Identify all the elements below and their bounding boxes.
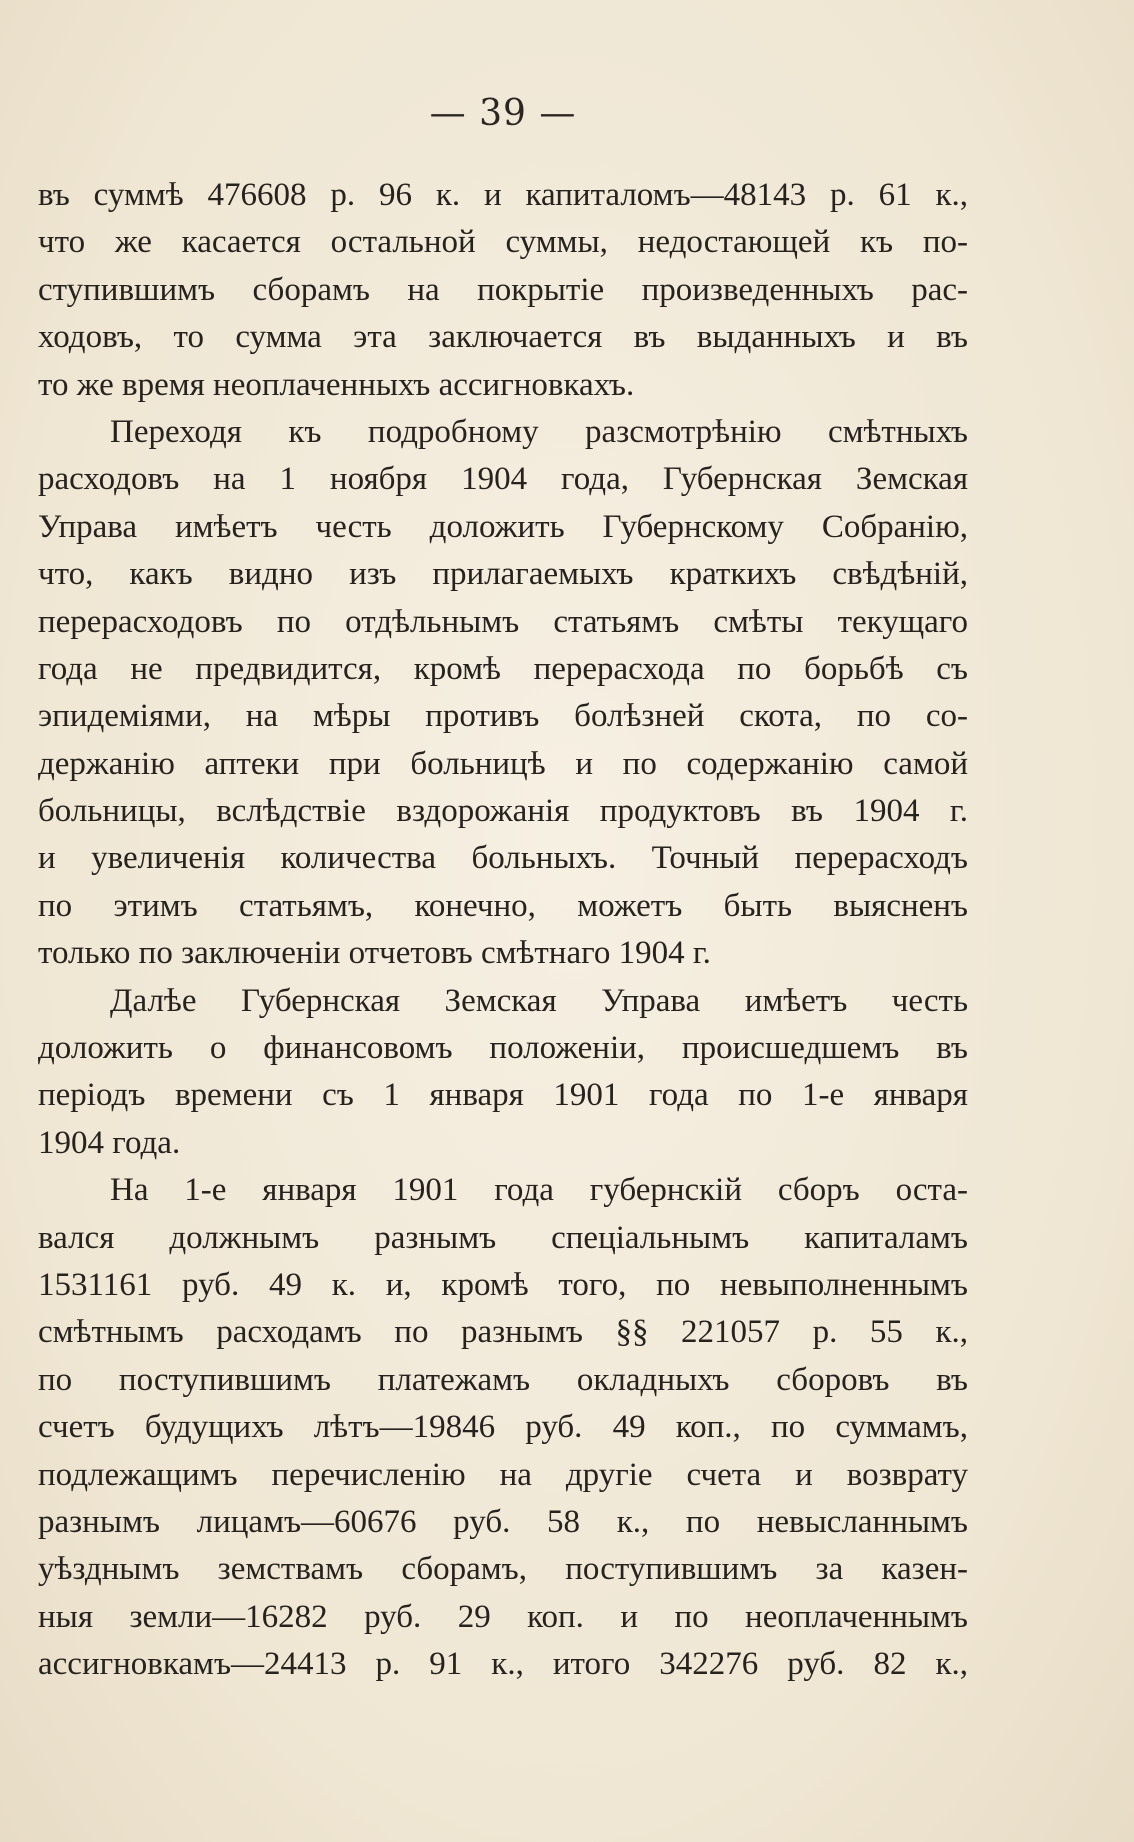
text-line: подлежащимъ перечисленію на другіе счета и возврату <box>38 1456 968 1493</box>
text-line: ходовъ, то сумма эта заключается въ выданныхъ и въ <box>38 319 968 356</box>
text-line: ныя земли—16282 руб. 29 коп. и по неоплаченнымъ <box>38 1598 968 1635</box>
text-line: Далѣе Губернская Земская Управа имѣетъ честь <box>110 982 968 1019</box>
text-line: только по заключеніи отчетовъ смѣтнаго 1904 г. <box>38 935 711 972</box>
text-line: по поступившимъ платежамъ окладныхъ сборовъ въ <box>38 1361 968 1398</box>
text-line: то же время неоплаченныхъ ассигновкахъ. <box>38 366 635 403</box>
text-line: доложить о финансовомъ положеніи, происшедшемъ въ <box>38 1030 968 1067</box>
text-line: 1904 года. <box>38 1124 181 1161</box>
text-line: эпидеміями, на мѣры противъ болѣзней скота, по со- <box>38 698 968 735</box>
text-line: Переходя къ подробному разсмотрѣнію смѣтныхъ <box>110 413 968 450</box>
text-line: вался должнымъ разнымъ спеціальнымъ капиталамъ <box>38 1219 968 1256</box>
text-line: періодъ времени съ 1 января 1901 года по 1-е января <box>38 1077 968 1114</box>
text-line: расходовъ на 1 ноября 1904 года, Губернская Земская <box>38 461 968 498</box>
text-line: ассигновкамъ—24413 р. 91 к., итого 342276 руб. 82 к., <box>38 1646 968 1683</box>
text-line: что, какъ видно изъ прилагаемыхъ краткихъ свѣдѣній, <box>38 556 968 593</box>
text-line: ступившимъ сборамъ на покрытіе произведенныхъ рас- <box>38 271 968 308</box>
page-number: — 39 — <box>429 93 577 134</box>
text-line: больницы, вслѣдствіе вздорожанія продуктовъ въ 1904 г. <box>38 793 968 830</box>
body-text <box>38 172 968 1689</box>
text-line: держанію аптеки при больницѣ и по содержанію самой <box>38 745 968 782</box>
text-line: На 1-е января 1901 года губернскій сборъ оста- <box>110 1172 968 1209</box>
text-line: перерасходовъ по отдѣльнымъ статьямъ смѣты текущаго <box>38 603 968 640</box>
text-line: разнымъ лицамъ—60676 руб. 58 к., по невысланнымъ <box>38 1503 968 1540</box>
text-line: счетъ будущихъ лѣтъ—19846 руб. 49 коп., по суммамъ, <box>38 1409 968 1446</box>
text-line: что же касается остальной суммы, недостающей къ по- <box>38 224 968 261</box>
text-line: уѣзднымъ земствамъ сборамъ, поступившимъ за казен- <box>38 1551 968 1588</box>
text-line: года не предвидится, кромѣ перерасхода по борьбѣ съ <box>38 650 968 687</box>
text-line: въ суммѣ 476608 р. 96 к. и капиталомъ—48143 р. 61 к., <box>38 177 968 213</box>
text-line: и увеличенія количества больныхъ. Точный перерасходъ <box>38 840 968 877</box>
text-line: Управа имѣетъ честь доложить Губернскому Собранію, <box>38 508 968 545</box>
text-line: по этимъ статьямъ, конечно, можетъ быть выясненъ <box>38 887 968 924</box>
text-line: 1531161 руб. 49 к. и, кромѣ того, по невыполненнымъ <box>38 1266 968 1303</box>
text-line: смѣтнымъ расходамъ по разнымъ §§ 221057 р. 55 к., <box>38 1314 968 1351</box>
